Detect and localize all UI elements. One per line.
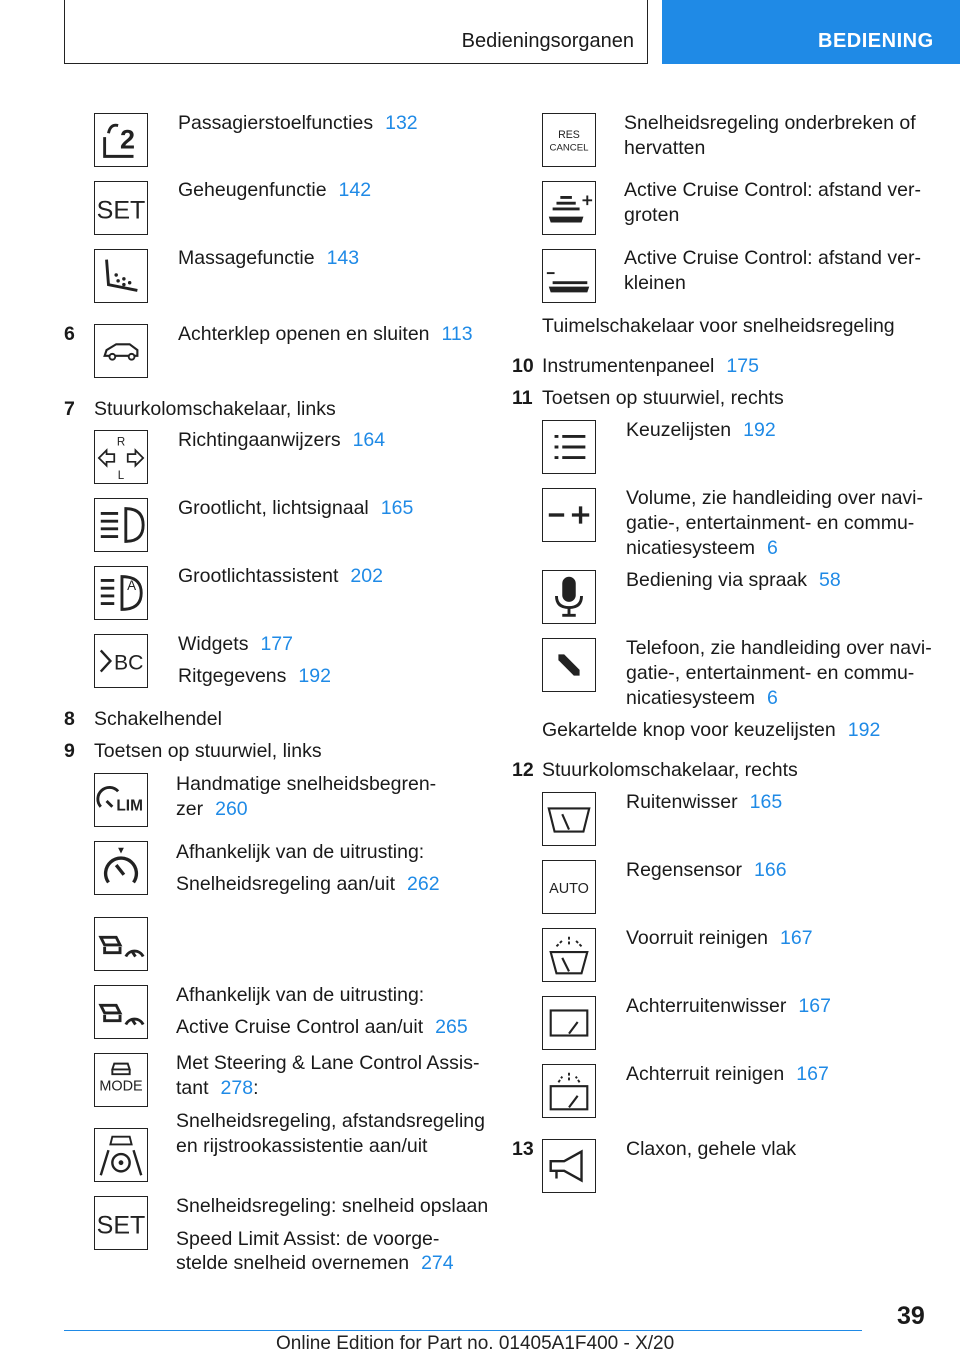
set-memory-icon bbox=[94, 181, 148, 235]
rain-sensor: Regensensor 166 bbox=[626, 859, 787, 881]
page-ref-link[interactable]: 260 bbox=[215, 798, 248, 820]
turn-signal-icon bbox=[94, 430, 148, 484]
speed-limit-assist: Speed Limit Assist: de voorge- bbox=[176, 1228, 440, 1250]
page-ref-link[interactable]: 142 bbox=[338, 179, 372, 201]
set-speed-icon bbox=[94, 1196, 148, 1250]
speed-limit-assist-cont: stelde snelheid overnemen 274 bbox=[176, 1252, 454, 1274]
wiper: Ruitenwisser 165 bbox=[626, 791, 783, 813]
volume-note: Volume, zie handleiding over navi- bbox=[626, 487, 924, 509]
bc-widgets-icon bbox=[94, 634, 148, 688]
page-ref-link[interactable]: 165 bbox=[380, 497, 414, 519]
phone-icon bbox=[542, 638, 596, 692]
steering-assist-icon bbox=[94, 1128, 148, 1182]
page-ref-link[interactable]: 274 bbox=[421, 1252, 454, 1274]
high-beam-assistant: Grootlichtassistent 202 bbox=[178, 565, 383, 587]
section-heading: Toetsen op stuurwiel, links bbox=[94, 740, 322, 762]
horn: Claxon, gehele vlak bbox=[626, 1138, 797, 1160]
page-number: 39 bbox=[897, 1302, 925, 1330]
phone-note-cont: gatie-, entertainment- en commu- bbox=[626, 662, 915, 684]
memory-function: Geheugenfunctie 142 bbox=[178, 179, 372, 201]
acc-distance-decrease-cont: kleinen bbox=[624, 272, 686, 294]
volume-note-cont: gatie-, entertainment- en commu- bbox=[626, 512, 915, 534]
high-beam-flash: Grootlicht, lichtsignaal 165 bbox=[178, 497, 414, 519]
acc-distance-increase: Active Cruise Control: afstand ver- bbox=[624, 179, 921, 201]
equipment-note: Afhankelijk van de uitrusting: bbox=[176, 984, 425, 1006]
page-ref-link[interactable]: 6 bbox=[766, 687, 778, 709]
page-ref-link[interactable]: 58 bbox=[819, 569, 841, 591]
svg-text:L: L bbox=[117, 470, 125, 483]
section-heading: Toetsen op stuurwiel, rechts bbox=[542, 387, 784, 409]
acc-distance-increase-cont: groten bbox=[624, 204, 680, 226]
seat-two-icon bbox=[94, 113, 148, 167]
pause-resume-cruise: Snelheidsregeling onderbreken of bbox=[624, 112, 916, 134]
page-ref-link[interactable]: 132 bbox=[385, 112, 418, 134]
page-ref-link[interactable]: 192 bbox=[298, 665, 331, 687]
svg-text:R: R bbox=[116, 436, 126, 449]
rear-washer-icon bbox=[542, 1064, 596, 1118]
res-cancel-icon bbox=[542, 113, 596, 167]
chapter-tab[interactable] bbox=[662, 0, 960, 64]
selection-lists: Keuzelijsten 192 bbox=[626, 419, 776, 441]
page-ref-link[interactable]: 167 bbox=[796, 1063, 829, 1085]
svg-text:LIM: LIM bbox=[116, 797, 143, 815]
steering-lane-control: Met Steering & Lane Control Assis- bbox=[176, 1052, 480, 1074]
svg-text:CANCEL: CANCEL bbox=[549, 142, 589, 154]
volume-note-cont: nicatiesysteem 6 bbox=[626, 537, 778, 559]
steering-lane-control-cont: tant 278: bbox=[176, 1077, 259, 1099]
passenger-seat-functions: Passagierstoelfuncties 132 bbox=[178, 112, 418, 134]
svg-text:SET: SET bbox=[96, 1211, 146, 1240]
svg-text:2: 2 bbox=[120, 124, 136, 155]
cruise-distance-lane: Snelheidsregeling, afstandsregeling bbox=[176, 1110, 485, 1132]
page-ref-link[interactable]: 202 bbox=[350, 565, 383, 587]
active-cruise-icon bbox=[94, 917, 148, 971]
microphone-icon bbox=[542, 570, 596, 624]
pause-resume-cruise-cont: hervatten bbox=[624, 137, 706, 159]
tailgate-car-icon bbox=[94, 324, 148, 378]
high-beam-icon bbox=[94, 498, 148, 552]
item-number: 10 bbox=[512, 355, 534, 377]
page-ref-link[interactable]: 265 bbox=[435, 1016, 468, 1038]
high-beam-assistant-icon bbox=[94, 566, 148, 620]
svg-text:RES: RES bbox=[558, 129, 580, 142]
horn-icon bbox=[542, 1139, 596, 1193]
voice-control: Bediening via spraak 58 bbox=[626, 569, 841, 591]
equipment-note: Afhankelijk van de uitrusting: bbox=[176, 841, 425, 863]
item-number: 11 bbox=[512, 387, 533, 409]
massage-function: Massagefunctie 143 bbox=[178, 247, 360, 269]
acc-distance-decrease: Active Cruise Control: afstand ver- bbox=[624, 247, 921, 269]
rear-wiper: Achterruitenwisser 167 bbox=[626, 995, 831, 1017]
distance-increase-icon bbox=[542, 181, 596, 235]
page-ref-link[interactable]: 143 bbox=[326, 247, 360, 269]
mode-icon bbox=[94, 1053, 148, 1107]
section-heading: Stuurkolomschakelaar, links bbox=[94, 398, 336, 420]
item-number: 13 bbox=[512, 1138, 534, 1160]
page-ref-link[interactable]: 167 bbox=[780, 927, 813, 949]
clean-windshield: Voorruit reinigen 167 bbox=[626, 927, 813, 949]
volume-icon bbox=[542, 488, 596, 542]
list-icon bbox=[542, 420, 596, 474]
rocker-switch-cruise: Tuimelschakelaar voor snelheidsregeling bbox=[542, 315, 895, 337]
cruise-control-icon bbox=[94, 841, 148, 895]
tailgate-open-close: Achterklep openen en sluiten 113 bbox=[178, 323, 473, 345]
page-ref-link[interactable]: 177 bbox=[260, 633, 293, 655]
page-ref-link[interactable]: 192 bbox=[743, 419, 776, 441]
clean-rear-window: Achterruit reinigen 167 bbox=[626, 1063, 829, 1085]
chapter-tab-label: BEDIENING bbox=[818, 30, 934, 52]
section-heading: Instrumentenpaneel 175 bbox=[542, 355, 759, 377]
widgets: Widgets 177 bbox=[178, 633, 293, 655]
page-ref-link[interactable]: 165 bbox=[749, 791, 783, 813]
item-number: 6 bbox=[64, 323, 75, 345]
page-ref-link[interactable]: 164 bbox=[352, 429, 386, 451]
save-speed: Snelheidsregeling: snelheid opslaan bbox=[176, 1195, 489, 1217]
svg-text:SET: SET bbox=[96, 196, 146, 225]
manual-speed-limiter-cont: zer 260 bbox=[176, 798, 248, 820]
distance-decrease-icon bbox=[542, 249, 596, 303]
windshield-washer-icon bbox=[542, 928, 596, 982]
item-number: 8 bbox=[64, 708, 75, 730]
page-ref-link[interactable]: 175 bbox=[726, 355, 759, 377]
page-ref-link[interactable]: 262 bbox=[407, 873, 440, 895]
section-title: Bedieningsorganen bbox=[461, 30, 634, 52]
turn-signals: Richtingaanwijzers 164 bbox=[178, 429, 386, 451]
footer-divider bbox=[64, 1330, 862, 1331]
trip-data: Ritgegevens 192 bbox=[178, 665, 331, 687]
speed-limiter-icon bbox=[94, 773, 148, 827]
knurled-knob: Gekartelde knop voor keuzelijsten 192 bbox=[542, 719, 881, 741]
page-ref-link[interactable]: 192 bbox=[847, 719, 881, 741]
massage-seat-icon bbox=[94, 249, 148, 303]
svg-text:A: A bbox=[127, 578, 137, 594]
cruise-control-on-off: Snelheidsregeling aan/uit 262 bbox=[176, 873, 440, 895]
phone-note-cont: nicatiesysteem 6 bbox=[626, 687, 778, 709]
svg-text:BC: BC bbox=[113, 651, 144, 675]
page-ref-link[interactable]: 166 bbox=[754, 859, 787, 881]
section-heading: Stuurkolomschakelaar, rechts bbox=[542, 759, 798, 781]
svg-text:AUTO: AUTO bbox=[549, 880, 589, 897]
section-heading: Schakelhendel bbox=[94, 708, 222, 730]
cruise-distance-lane-cont: en rijstrookassistentie aan/uit bbox=[176, 1135, 428, 1157]
item-number: 12 bbox=[512, 759, 534, 781]
active-cruise-icon bbox=[94, 985, 148, 1039]
item-number: 7 bbox=[64, 398, 75, 420]
footer-edition: Online Edition for Part no. 01405A1F400 - X/20 bbox=[276, 1333, 675, 1354]
active-cruise-on-off: Active Cruise Control aan/uit 265 bbox=[176, 1016, 468, 1038]
item-number: 9 bbox=[64, 740, 75, 762]
page-ref-link[interactable]: 278 bbox=[220, 1077, 254, 1099]
svg-text:MODE: MODE bbox=[99, 1078, 143, 1095]
wiper-icon bbox=[542, 792, 596, 846]
page-ref-link[interactable]: 6 bbox=[766, 537, 778, 559]
phone-note: Telefoon, zie handleiding over navi- bbox=[626, 637, 932, 659]
page-ref-link[interactable]: 167 bbox=[798, 995, 831, 1017]
manual-speed-limiter: Handmatige snelheidsbegren- bbox=[176, 773, 437, 795]
page-ref-link[interactable]: 113 bbox=[441, 323, 473, 345]
auto-rain-sensor-icon bbox=[542, 860, 596, 914]
rear-wiper-icon bbox=[542, 996, 596, 1050]
